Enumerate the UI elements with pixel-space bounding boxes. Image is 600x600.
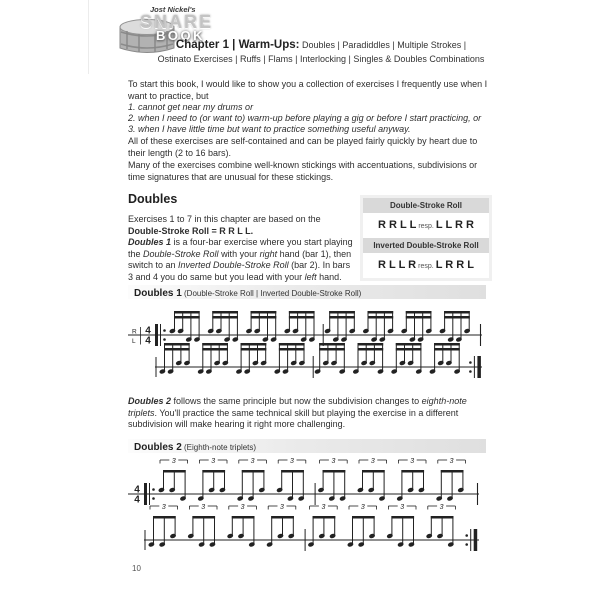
sticking-box-header-2: Inverted Double-Stroke Roll <box>363 238 489 253</box>
resp-label: resp. <box>418 263 434 270</box>
chapter-topics-line2: Ostinato Exercises | Ruffs | Flams | Interlocking | Singles & Doubles Combinations <box>157 53 485 64</box>
exercise-label-doubles2 <box>128 439 486 453</box>
svg-text:L: L <box>132 338 136 345</box>
text-segment: with your <box>218 248 260 259</box>
svg-text:3: 3 <box>410 457 415 465</box>
svg-text:3: 3 <box>280 503 284 511</box>
sticking-reference-box <box>360 195 492 281</box>
text-segment: hand. <box>316 271 342 282</box>
svg-text:3: 3 <box>321 503 326 511</box>
svg-text:3: 3 <box>370 457 375 465</box>
intro-paragraph-3: Many of the exercises combine well-known stickings with accentuations, subdivisions or time signatures that are unusual for these stickings. <box>128 160 478 182</box>
intro-list-item: 2. when I need to (or want to) warm-up before playing a gig or before I start practicing, or <box>128 113 482 123</box>
exercise-name: Doubles 2 <box>128 396 172 406</box>
exercise-name: Doubles 1 <box>128 237 172 247</box>
svg-text:3: 3 <box>400 503 405 511</box>
svg-text:3: 3 <box>161 503 166 511</box>
exercise-label-rest: (Double-Stroke Roll | Inverted Double-Stroke Roll) <box>181 289 362 298</box>
exercise-label-doubles1 <box>128 285 486 299</box>
svg-text:3: 3 <box>171 457 176 465</box>
svg-text:4: 4 <box>134 484 140 496</box>
logo-title-book: BOOK <box>156 28 205 43</box>
text-segment: Inverted Double-Stroke Roll <box>178 260 289 270</box>
sticking-b: L L R R <box>435 219 474 231</box>
text-segment: follows the same principle but now the subdivision changes to <box>171 396 422 406</box>
text-segment: hand (bar 1), then switch to an <box>128 248 352 270</box>
text-segment: is a four-bar exercise where you start playing the <box>128 237 353 259</box>
sticking-a: R R L L <box>378 219 417 231</box>
chapter-topics: Doubles | Paradiddles | Multiple Strokes | <box>299 40 467 50</box>
sticking-box-header-1: Double-Stroke Roll <box>363 198 489 213</box>
svg-text:3: 3 <box>211 457 216 465</box>
text-segment: eighth-note triplets <box>128 396 467 418</box>
intro-list <box>128 102 492 135</box>
svg-text:4: 4 <box>145 325 151 337</box>
music-notation-doubles2 <box>128 455 492 559</box>
svg-text:R: R <box>132 328 137 336</box>
svg-text:3: 3 <box>201 503 206 511</box>
doubles-paragraph-1 <box>128 214 354 237</box>
svg-text:3: 3 <box>290 457 294 465</box>
logo-author: Jost Nickel's <box>150 5 196 14</box>
svg-text:3: 3 <box>331 457 336 465</box>
svg-text:3: 3 <box>439 503 444 511</box>
svg-text:3: 3 <box>240 503 245 511</box>
text-segment: right <box>259 248 278 259</box>
intro-paragraph-1: To start this book, I would like to show you a collection of exercises I frequently use when I want to practice, but <box>128 79 488 101</box>
sticking-a: R L L R <box>378 259 417 271</box>
text-segment: left <box>304 271 317 282</box>
sticking-values-2 <box>363 253 489 278</box>
page-number: 10 <box>132 564 141 573</box>
text-segment: . You'll practice the same technical skill but playing the exercise in a different subdivision will make hearing it right more challenging. <box>128 407 459 429</box>
book-page <box>128 0 492 600</box>
svg-text:4: 4 <box>134 494 140 506</box>
text-segment: Double-Stroke Roll <box>143 248 219 259</box>
doubles-p1-text: Exercises 1 to 7 in this chapter are based on the <box>128 214 321 224</box>
resp-label: resp. <box>418 223 434 230</box>
section-heading-doubles: Doubles <box>128 192 178 206</box>
intro-paragraph-2: All of these exercises are self-contained and can be played fairly quickly by heart due to their length (2 to 16 bars). <box>128 136 478 158</box>
svg-text:4: 4 <box>145 335 151 347</box>
doubles-p1-bold: Double-Stroke Roll = R R L L. <box>128 225 254 236</box>
sticking-b: L R R L <box>435 259 474 271</box>
svg-text:3: 3 <box>360 503 365 511</box>
intro-list-item: 3. when I have little time but want to practice something useful anyway. <box>128 124 411 134</box>
chapter-header <box>128 38 492 65</box>
logo-title-snare: SNARE <box>140 12 214 32</box>
chapter-title: Chapter 1 | Warm-Ups: <box>175 39 300 51</box>
text-segment: (bar 2). In bars 3 and 4 you do same but you lead with your <box>128 260 351 282</box>
intro-list-item: 1. cannot get near my drums or <box>128 102 254 112</box>
music-notation-doubles1 <box>128 303 492 383</box>
doubles-paragraph-2 <box>128 237 354 283</box>
exercise-label-bold: Doubles 2 <box>134 442 182 453</box>
svg-text:3: 3 <box>449 457 454 465</box>
sticking-values-1 <box>363 213 489 238</box>
page-left-edge <box>88 0 89 74</box>
exercise-label-bold: Doubles 1 <box>134 288 182 299</box>
doubles2-paragraph <box>128 396 492 431</box>
svg-text:3: 3 <box>250 457 255 465</box>
exercise-label-rest: (Eighth-note triplets) <box>181 443 257 452</box>
